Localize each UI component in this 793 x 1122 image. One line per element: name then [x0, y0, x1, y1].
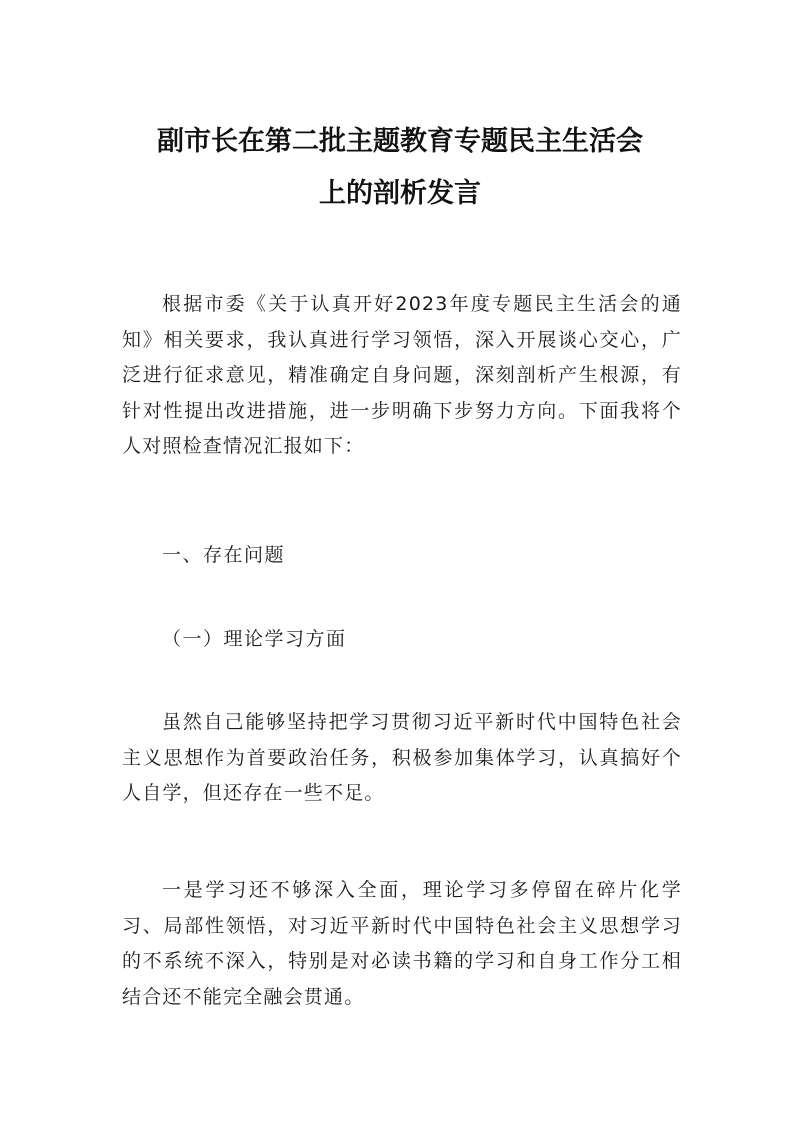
problem-point-1-paragraph: 一是学习还不够深入全面，理论学习多停留在碎片化学习、局部性领悟，对习近平新时代中国特色社会主义思想学习的不系统不深入，特别是对必读书籍的学习和自身工作分工相结合还不能完全融会贯通。 [122, 879, 682, 1008]
section-heading-problems: 一、存在问题 [162, 544, 286, 566]
subsection-heading-theory-study: （一）理论学习方面 [162, 628, 347, 650]
intro-paragraph: 根据市委《关于认真开好2023年度专题民主生活会的通知》相关要求，我认真进行学习领悟，深入开展谈心交心，广泛进行征求意见，精准确定自身问题，深刻剖析产生根源，有针对性提出改进措施，进一步明确下步努力方向。下面我将个人对照检查情况汇报如下： [122, 293, 682, 457]
document-title-line-1: 副市长在第二批主题教育专题民主生活会 [157, 126, 643, 157]
theory-study-summary-paragraph: 虽然自己能够坚持把学习贯彻习近平新时代中国特色社会主义思想作为首要政治任务，积极参加集体学习，认真搞好个人自学，但还存在一些不足。 [122, 711, 682, 804]
document-title-line-2: 上的剖析发言 [319, 178, 481, 209]
